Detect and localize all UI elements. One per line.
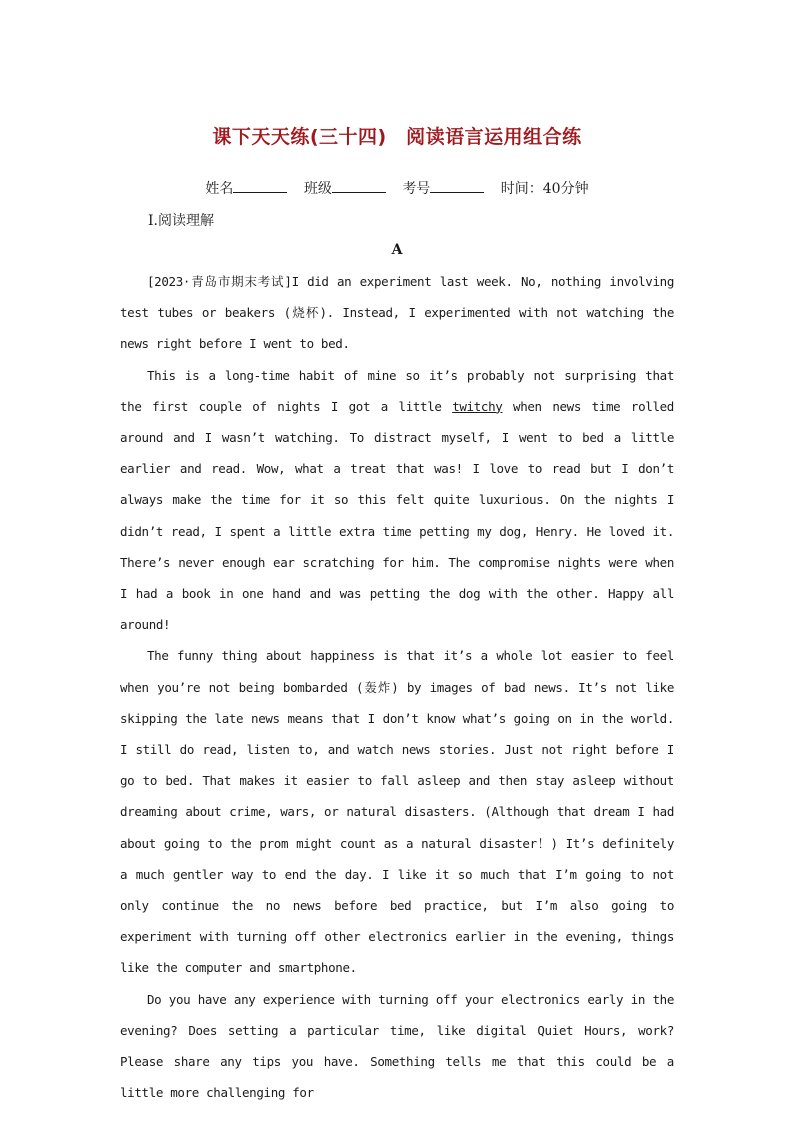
name-blank xyxy=(233,180,287,193)
exam-number-field xyxy=(402,181,484,197)
class-field xyxy=(304,181,386,197)
time-field xyxy=(501,181,589,197)
page-title: 课下天天练(三十四) 阅读语言运用组合练 xyxy=(212,126,582,148)
paragraph-2-after: when news time rolled around and I wasn’t watching. To distract myself, I went to bed a little earlier and read. Wow, what a treat that was! I love to read but I don’t always make the time for it so this felt quite luxurious. On the nights I didn’t read, I spent a little extra time petting my dog, Henry. He loved it. There’s never enough ear scratching for him. The compromise nights were when I had a book in one hand and was petting the dog with the other. Happy all around! xyxy=(120,398,674,633)
name-field xyxy=(205,181,287,197)
class-blank xyxy=(332,180,386,193)
name-label: 姓名 xyxy=(205,181,234,197)
time-label: 时间：40分钟 xyxy=(500,181,589,197)
paragraph-3: The funny thing about happiness is that it’s a whole lot easier to feel when you’re not being bombarded (轰炸) by images of bad news. It’s not like skipping the late news means that I don’t know what’s going on in the world. I still do read, listen to, and watch news stories. Just not right before I go to bed. That makes it easier to fall asleep and then stay asleep without dreaming about crime, wars, or natural disasters. (Although that dream I had about going to the prom might count as a natural disaster！) It’s definitely a much gentler way to end the day. I like it so much that I’m going to not only continue the no news before bed practice, but I’m also going to experiment with turning off other electronics earlier in the evening, things like the computer and smartphone. xyxy=(120,648,674,976)
passage-body xyxy=(120,266,674,1108)
paragraph-1: [2023·青岛市期末考试]I did an experiment last week. No, nothing involving test tubes or beakers (烧杯). Instead, I experimented with not watching the news right before I went to bed. xyxy=(120,274,674,352)
class-label: 班级 xyxy=(303,181,332,197)
exam-number-label: 考号 xyxy=(402,181,431,197)
paragraph-2-before: This is a long-time habit of mine so it’s probably not surprising that the first couple of nights I got a little xyxy=(120,367,674,414)
student-info-row xyxy=(0,178,794,198)
paragraph-2 xyxy=(120,360,674,641)
exam-number-blank xyxy=(430,180,484,193)
section-heading: Ⅰ.阅读理解 xyxy=(148,213,214,229)
paragraph-4: Do you have any experience with turning off your electronics early in the evening? Does setting a particular time, like digital Quiet Hours, work? Please share any tips you have. Something tells me that this could be a little more challenging for xyxy=(120,991,674,1101)
underlined-word: twitchy xyxy=(452,398,503,414)
passage-letter: A xyxy=(391,242,403,258)
